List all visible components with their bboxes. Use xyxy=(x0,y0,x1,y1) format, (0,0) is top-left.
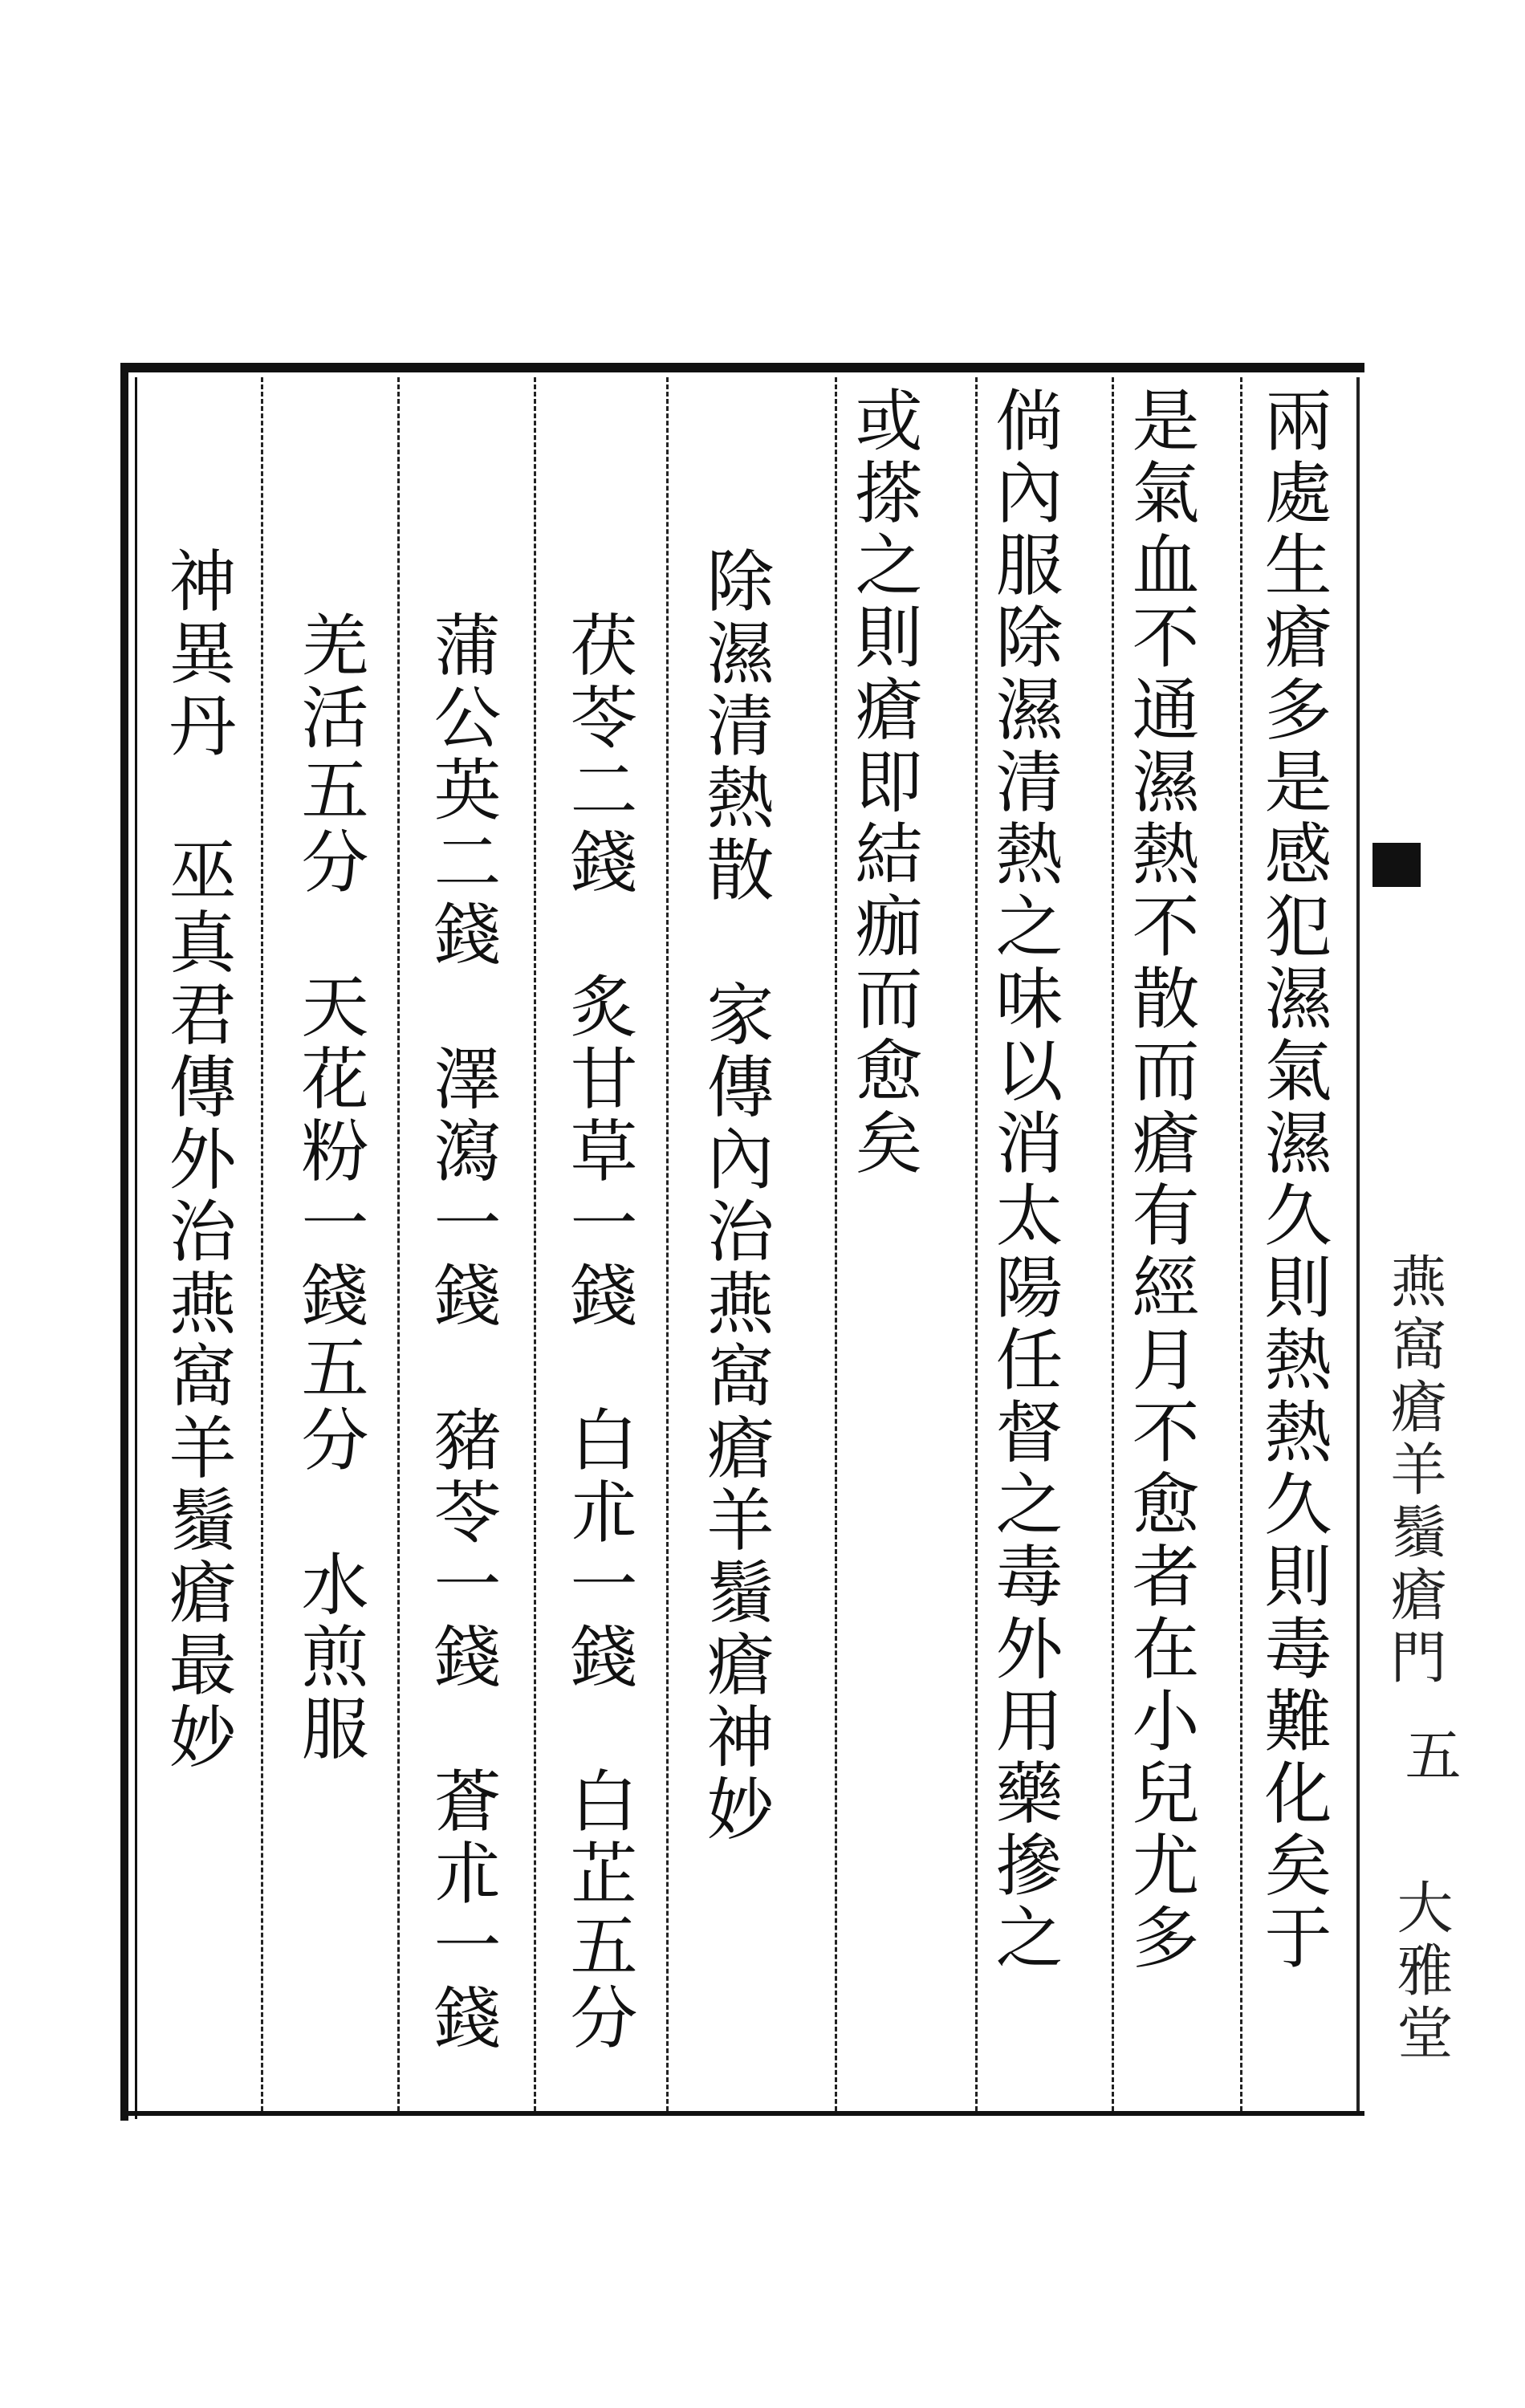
ingredient-column-1: 茯苓二錢 炙甘草一錢 白朮一錢 白芷五分 xyxy=(559,610,638,2055)
frame-top-border xyxy=(122,363,1364,372)
fishtail-mark xyxy=(1372,843,1421,887)
frame-bottom-border xyxy=(120,2111,1364,2116)
frame-left-inner-border xyxy=(135,377,137,2119)
ingredient-column-2: 蒲公英二錢 澤瀉一錢 豬苓一錢 蒼朮一錢 xyxy=(423,610,502,2055)
column-rule xyxy=(1112,377,1114,2111)
text-column-1: 兩處生瘡多是感犯濕氣濕久則熱熱久則毒難化矣于 xyxy=(1254,385,1332,1975)
column-rule xyxy=(397,377,400,2111)
page-number: 五 xyxy=(1396,1726,1462,1788)
running-head: 燕窩瘡羊鬚瘡門 xyxy=(1381,1252,1447,1690)
text-column-2: 是氣血不通濕熱不散而瘡有經月不愈者在小兒尤多 xyxy=(1121,385,1200,1975)
column-rule xyxy=(835,377,837,2111)
text-column-3: 倘內服除濕清熱之味以消太陽任督之毒外用藥摻之 xyxy=(985,385,1063,1975)
column-rule xyxy=(975,377,978,2111)
prescription-title: 除濕清熱散 家傳內治燕窩瘡羊鬚瘡神妙 xyxy=(696,546,775,1846)
column-rule xyxy=(666,377,669,2111)
text-column-4: 或搽之則瘡即結痂而愈矣 xyxy=(844,385,923,1180)
column-rule xyxy=(1240,377,1242,2111)
column-rule xyxy=(1356,377,1360,2111)
column-rule xyxy=(534,377,536,2111)
publisher-mark: 大雅堂 xyxy=(1388,1878,1454,2066)
ingredient-column-3: 羌活五分 天花粉一錢五分 水煎服 xyxy=(291,610,369,1766)
prescription-title-2: 神異丹 巫真君傳外治燕窩羊鬚瘡最妙 xyxy=(158,546,237,1774)
column-rule xyxy=(261,377,263,2111)
frame-left-border xyxy=(120,363,128,2121)
